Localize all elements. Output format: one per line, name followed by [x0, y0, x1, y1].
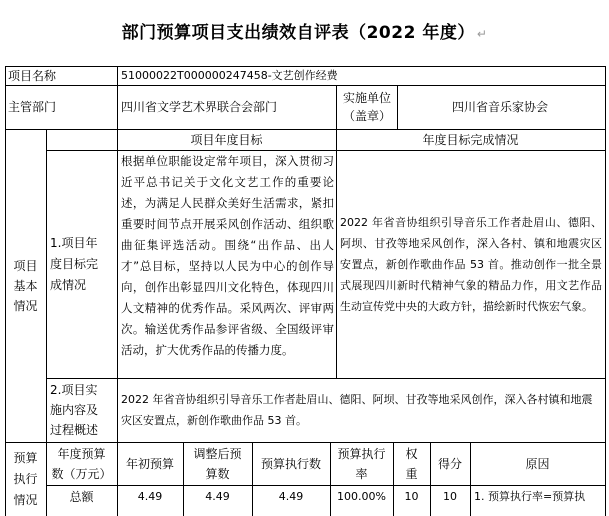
annual-target-text: 根据单位职能设定常年项目，深入贯彻习近平总书记关于文化文艺工作的重要论述，为满足人民群众美好生活需求，紧扣重要时间节点开展采风创作活动、组织歌曲征集评选活动。围绕“出作品、出人才”总目标，坚持以人民为中心的创作导向，创作出彰显四川文化特色，体现四川人文精神的优秀作品。采风两次、评审两次。输送优秀作品参评省级、全国级评审活动，扩大优秀作品的传播力度。 [121, 154, 334, 357]
header-annual-target: 项目年度目标 [190, 132, 263, 147]
total-rate-value: 100.00% [337, 490, 386, 503]
implementation-summary-text: 2022 年省音协组织引导音乐工作者赴眉山、德阳、阿坝、甘孜等地采风创作，深入各村镇和地震灾区安置点，新创作歌曲作品 53 首。 [121, 393, 593, 427]
header-target-completion: 年度目标完成情况 [422, 132, 519, 147]
header-annual-budget: 年度预算 数（万元） [51, 446, 112, 481]
total-executed-value: 4.49 [278, 490, 304, 503]
header-score: 得分 [437, 456, 462, 471]
table-right-border [605, 66, 606, 516]
total-row-label: 总额 [69, 490, 94, 504]
return-mark: ↵ [476, 27, 488, 41]
header-adjusted-budget: 调整后预 算数 [193, 446, 242, 481]
total-adjusted-value: 4.49 [205, 490, 230, 503]
header-weight: 权 重 [405, 446, 418, 481]
total-initial-value: 4.49 [137, 490, 163, 503]
column-divider [397, 85, 398, 129]
header-executed-budget: 预算执行数 [260, 456, 321, 471]
target-completion-text: 2022 年省音协组织引导音乐工作者赴眉山、德阳、阿坝、甘孜等地采风创作，深入各村、镇和地震灾区安置点，新创作歌曲作品 53 首。推动创作一批全景式展现四川新时代精神气象的精品力作，用文艺作品生动宣传党中央的大政方针，描绘新时代恢宏气象。 [340, 215, 602, 313]
column-divider [117, 66, 118, 129]
row2-label: 2.项目实 施内容及 过程概述 [50, 383, 99, 437]
document-title: 部门预算项目支出绩效自评表（2022 年度） ↵ [121, 23, 488, 43]
column-divider [117, 129, 118, 442]
budget-execution-label: 预算 执行 情况 [13, 450, 38, 507]
column-divider [336, 129, 337, 378]
project-name-value: 51000022T000000247458-文艺创作经费 [121, 68, 338, 82]
row1-label: 1.项目年 度目标完 成情况 [50, 235, 99, 292]
header-initial-budget: 年初预算 [125, 456, 174, 471]
supervisor-label: 主管部门 [8, 100, 57, 114]
impl-unit-label: 实施单位 （盖章） [342, 91, 391, 123]
total-reason-text: 1. 预算执行率=预算执 [474, 490, 586, 503]
header-reason: 原因 [525, 456, 550, 471]
header-execution-rate: 预算执行 率 [337, 446, 386, 481]
impl-unit-value: 四川省音乐家协会 [452, 100, 549, 114]
total-weight-value: 10 [404, 490, 419, 503]
total-score-value: 10 [443, 490, 457, 503]
project-name-label: 项目名称 [8, 68, 57, 83]
basic-info-label: 项目 基本 情况 [13, 258, 38, 313]
supervisor-value: 四川省文学艺术界联合会部门 [121, 100, 278, 114]
